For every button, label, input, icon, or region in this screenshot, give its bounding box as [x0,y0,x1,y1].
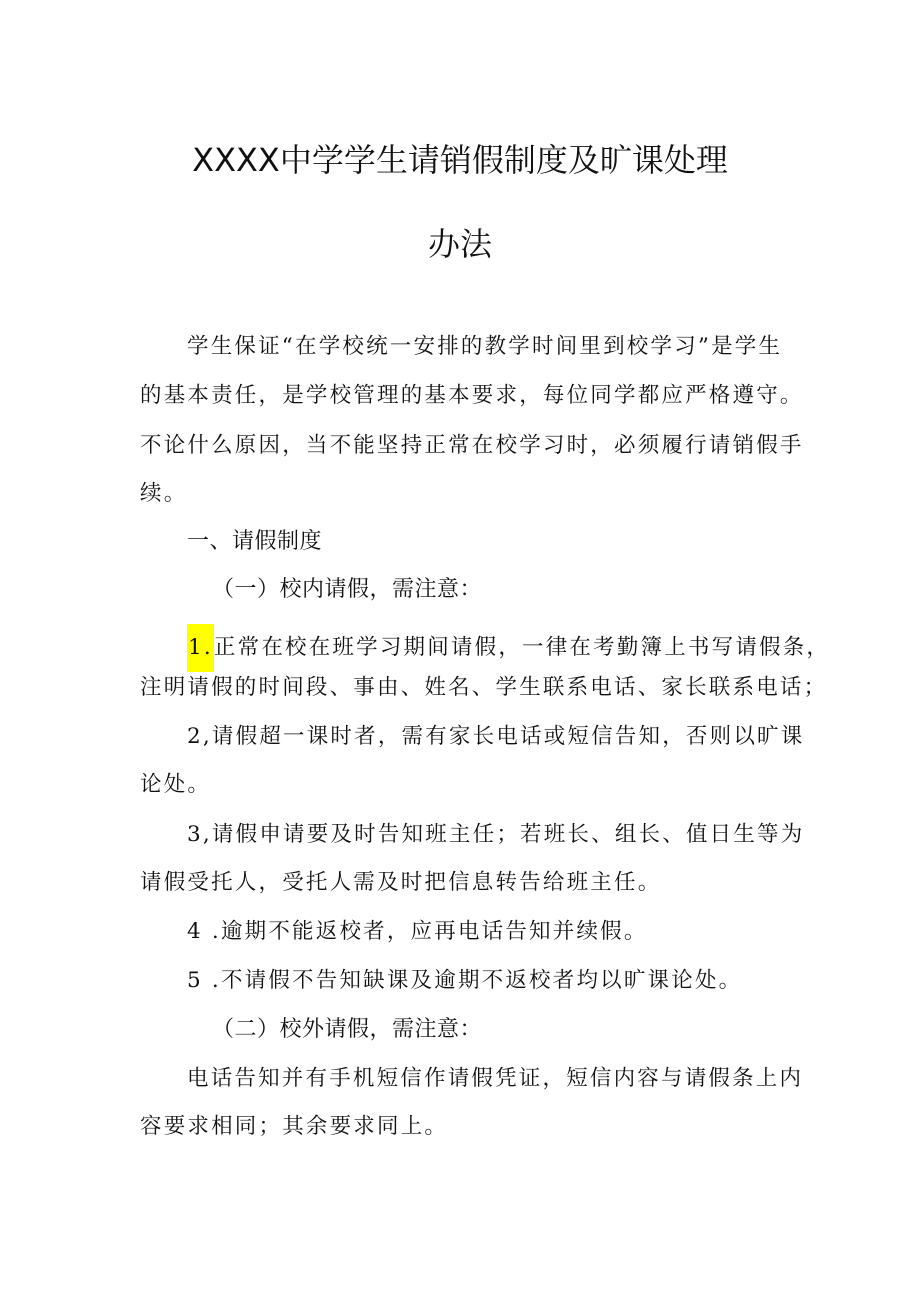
item4-line: 4 .逾期不能返校者，应再电话告知并续假。 [187,919,648,944]
highlighted-item-number: 1. [187,624,214,672]
item3-line-1: 3,请假申请要及时告知班主任；若班长、组长、值日生等为 [187,822,805,847]
intro-line-3: 不论什么原因，当不能坚持正常在校学习时，必须履行请销假手 [140,433,804,458]
section1-heading: 一、请假制度 [187,529,323,554]
document-title-line1: XXXX中学学生请销假制度及旷课处理 [192,141,728,179]
sub2-heading: （二）校外请假，需注意： [212,1017,483,1042]
item1-line-1 [187,624,830,672]
item2-line-2: 论处。 [140,772,212,797]
sub2-line-2: 容要求相同；其余要求同上。 [140,1114,449,1139]
item3-line-2: 请假受托人，受托人需及时把信息转告给班主任。 [140,870,662,895]
item5-line: 5 .不请假不告知缺课及逾期不返校者均以旷课论处。 [187,968,743,993]
intro-line-1: 学生保证“在学校统一安排的教学时间里到校学习”是学生 [187,334,783,359]
document-title-line2: 办法 [427,225,492,263]
item2-line-1: 2,请假超一课时者，需有家长电话或短信告知，否则以旷课 [187,724,805,749]
item1-text: 正常在校在班学习期间请假，一律在考勤簿上书写请假条， [213,635,831,660]
sub2-line-1: 电话告知并有手机短信作请假凭证，短信内容与请假条上内 [187,1066,804,1091]
item1-line-2: 注明请假的时间段、事由、姓名、学生联系电话、家长联系电话； [140,675,828,700]
sub1-heading: （一）校内请假，需注意： [212,577,483,602]
intro-line-4: 续。 [140,481,188,506]
intro-line-2: 的基本责任，是学校管理的基本要求，每位同学都应严格遵守。 [140,383,804,408]
